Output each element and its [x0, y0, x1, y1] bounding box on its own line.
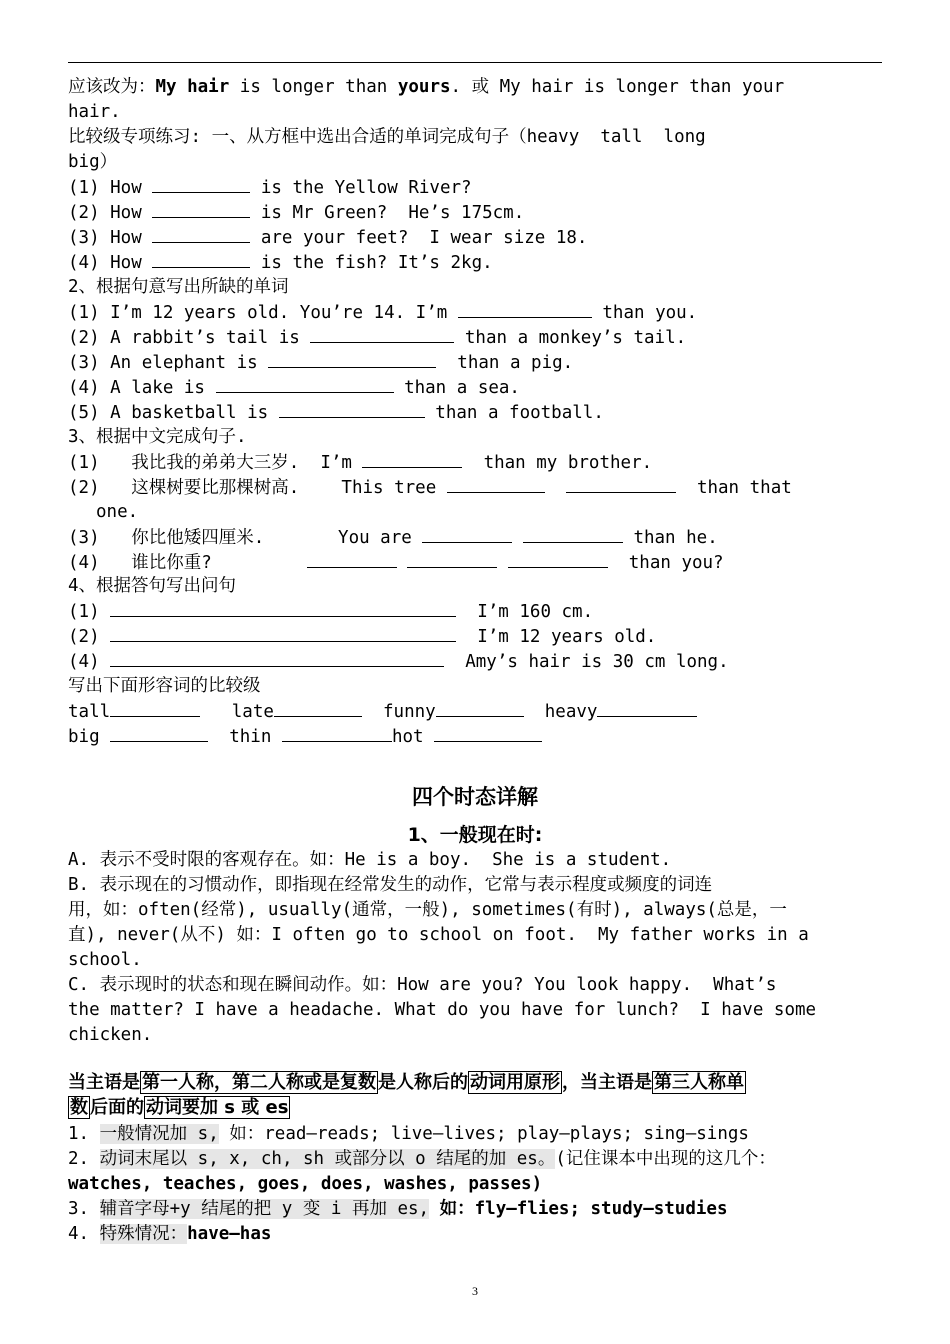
answer-blank[interactable] [508, 550, 608, 568]
item-number: (4) [68, 652, 100, 672]
item-text: have—has [187, 1224, 272, 1244]
adjective: tall [68, 702, 111, 722]
item-text: than a sea. [404, 378, 520, 398]
answer-blank[interactable] [110, 599, 456, 617]
exercise3-item [68, 450, 882, 475]
exercise2-item [68, 325, 882, 350]
item-number: (1) [68, 602, 100, 622]
rule-boxed: 动词用原形 [470, 1072, 560, 1093]
adjective: funny [383, 702, 436, 722]
exercise1-item [68, 200, 882, 225]
intro-text: is longer than [229, 77, 398, 97]
exercise3-heading: 3、根据中文完成句子. [68, 427, 247, 447]
section-point-c: C. 表示现时的状态和现在瞬间动作。如：How are you? You look happy. What’s [68, 975, 777, 995]
section-point-c: the matter? I have a headache. What do you have for lunch? I have some [68, 1000, 817, 1020]
intro-bold: yours [397, 77, 451, 97]
answer-blank[interactable] [216, 375, 394, 393]
answer-blank[interactable] [447, 475, 545, 493]
section-title: 四个时态详解 [412, 785, 538, 809]
exercise1-item [68, 175, 882, 200]
rule-statement [68, 1070, 882, 1120]
exercise4-heading: 4、根据答句写出问句 [68, 576, 237, 596]
item-text: than a pig. [457, 353, 574, 373]
highlighted-text: 一般情况加 s, [99, 1124, 219, 1144]
answer-blank[interactable] [110, 724, 208, 742]
item-text: (2) A rabbit’s tail is [68, 328, 300, 348]
exercise4-item [68, 599, 882, 624]
answer-blank[interactable] [566, 475, 676, 493]
exercise1-heading: 比较级专项练习: 一、从方框中选出合适的单词完成句子（heavy tall long [68, 127, 706, 147]
rule-item [68, 1197, 882, 1222]
answer-blank[interactable] [110, 649, 444, 667]
answer-blank[interactable] [279, 400, 425, 418]
item-text: I’m 12 years old. [477, 627, 657, 647]
item-text: (记住课本中出现的这几个： [555, 1149, 776, 1169]
section-point-a: A. 表示不受时限的客观存在。如：He is a boy. She is a student. [68, 850, 672, 870]
adjective: big [68, 727, 100, 747]
answer-blank[interactable] [152, 200, 250, 218]
answer-blank[interactable] [282, 724, 392, 742]
answer-blank[interactable] [407, 550, 497, 568]
exercise2-item [68, 375, 882, 400]
exercise1-heading-cont: big） [68, 152, 118, 172]
rule-item [68, 1147, 882, 1172]
section-point-b: 直), never(从不) 如：I often go to school on foot. My father works in a [68, 925, 809, 945]
item-text: 如：read—reads; live—lives; play—plays; sing—sings [218, 1124, 749, 1144]
exercise3-item [68, 475, 882, 500]
answer-blank[interactable] [310, 325, 454, 343]
adjective: thin [229, 727, 272, 747]
exercise5-heading: 写出下面形容词的比较级 [68, 676, 261, 696]
answer-blank[interactable] [152, 250, 250, 268]
item-text: than he. [633, 528, 718, 548]
item-text: You are [338, 528, 412, 548]
exercise2-item [68, 400, 882, 425]
item-text: (1) 我比我的弟弟大三岁. I’m [68, 453, 352, 473]
item-text: are your feet? I wear size 18. [260, 228, 588, 248]
exercise2-item [68, 300, 882, 325]
answer-blank[interactable] [422, 525, 512, 543]
exercise1-item [68, 225, 882, 250]
item-text: I’m 160 cm. [477, 602, 594, 622]
exercise4-item [68, 624, 882, 649]
intro-bold: My hair [155, 77, 230, 97]
item-chinese: 谁比你重? [131, 553, 212, 573]
answer-blank[interactable] [307, 550, 397, 568]
rule-boxed: 第三人称单 [654, 1072, 744, 1093]
item-number: (2) [68, 627, 100, 647]
exercise5-row [68, 699, 882, 724]
exercise3-item [68, 550, 882, 575]
item-text: (3) How [68, 228, 142, 248]
exercise3-item-cont: one. [96, 502, 139, 522]
answer-blank[interactable] [152, 225, 250, 243]
section-point-b: B. 表示现在的习惯动作，即指现在经常发生的动作，它常与表示程度或频度的词连 [68, 875, 713, 895]
page-number: 3 [472, 1284, 478, 1298]
adjective: hot [391, 727, 424, 747]
item-text: (1) I’m 12 years old. You’re 14. I’m [68, 303, 448, 323]
item-text: than you? [628, 553, 724, 573]
rule-text: 是人称后的 [378, 1072, 468, 1093]
answer-blank[interactable] [268, 350, 436, 368]
item-number: (3) [68, 528, 100, 548]
rule-boxed: 动词要加 s 或 es [146, 1097, 289, 1118]
item-text: Amy’s hair is 30 cm long. [465, 652, 729, 672]
item-text: (4) A lake is [68, 378, 205, 398]
section-point-b: school. [68, 950, 142, 970]
answer-blank[interactable] [274, 699, 362, 717]
rule-item [68, 1122, 882, 1147]
item-text: is the fish? It’s 2kg. [260, 253, 493, 273]
rule-item-cont: watches, teaches, goes, does, washes, passes) [68, 1174, 543, 1194]
item-number: 3. [68, 1199, 90, 1219]
highlighted-text: 特殊情况： [99, 1224, 188, 1244]
item-text: This tree [341, 478, 437, 498]
intro-text: 应该改为： [68, 77, 156, 97]
intro-text: . 或 My hair is longer than your [450, 77, 785, 97]
answer-blank[interactable] [436, 699, 524, 717]
item-text: than that [696, 478, 792, 498]
section-point-b: 用，如：often(经常), usually(通常，一般), sometimes(有时), always(总是，一 [68, 900, 787, 920]
answer-blank[interactable] [362, 450, 462, 468]
item-text: (4) How [68, 253, 142, 273]
item-text: than a football. [435, 403, 604, 423]
item-number: (4) [68, 553, 100, 573]
answer-blank[interactable] [110, 624, 456, 642]
highlighted-text: 辅音字母+y 结尾的把 y 变 i 再加 es, [99, 1199, 430, 1219]
item-text: (3) An elephant is [68, 353, 258, 373]
item-number: 4. [68, 1224, 90, 1244]
item-text: than you. [602, 303, 698, 323]
intro-line-2: hair. [68, 102, 121, 122]
rule-boxed: 第一人称，第二人称或是复数 [142, 1072, 376, 1093]
answer-blank[interactable] [152, 175, 250, 193]
highlighted-text: 动词末尾以 s, x, ch, sh 或部分以 o 结尾的加 es。 [99, 1149, 556, 1169]
answer-blank[interactable] [110, 699, 200, 717]
rule-text: 当主语是 [68, 1072, 140, 1093]
item-text: 如：fly—flies; study—studies [429, 1199, 728, 1219]
item-text: than a monkey’s tail. [464, 328, 687, 348]
item-text: (2) How [68, 203, 142, 223]
adjective: heavy [544, 702, 598, 722]
answer-blank[interactable] [523, 525, 623, 543]
exercise2-item [68, 350, 882, 375]
section-subtitle: 1、一般现在时: [407, 824, 543, 846]
exercise1-item [68, 250, 882, 275]
item-text: than my brother. [483, 453, 653, 473]
item-text: is Mr Green? He’s 175cm. [260, 203, 525, 223]
exercise5-row [68, 724, 882, 749]
answer-blank[interactable] [597, 699, 697, 717]
exercise2-heading: 2、根据句意写出所缺的单词 [68, 277, 289, 297]
answer-blank[interactable] [434, 724, 542, 742]
rule-text: ，当主语是 [562, 1072, 652, 1093]
item-number: 1. [68, 1124, 90, 1144]
item-chinese: 你比他矮四厘米. [131, 528, 265, 548]
item-number: (2) [68, 478, 100, 498]
item-number: 2. [68, 1149, 90, 1169]
adjective: late [231, 702, 274, 722]
exercise4-item [68, 649, 882, 674]
rule-boxed: 数 [70, 1097, 88, 1118]
item-text: (5) A basketball is [68, 403, 269, 423]
top-rule [68, 62, 882, 63]
answer-blank[interactable] [458, 300, 592, 318]
item-text: (1) How [68, 178, 142, 198]
item-text: is the Yellow River? [260, 178, 472, 198]
item-chinese: 这棵树要比那棵树高. [131, 478, 300, 498]
rule-text: 后面的 [90, 1097, 144, 1118]
rule-item [68, 1222, 882, 1247]
intro-line-1 [68, 75, 882, 100]
section-point-c: chicken. [68, 1025, 153, 1045]
exercise3-item [68, 525, 882, 550]
